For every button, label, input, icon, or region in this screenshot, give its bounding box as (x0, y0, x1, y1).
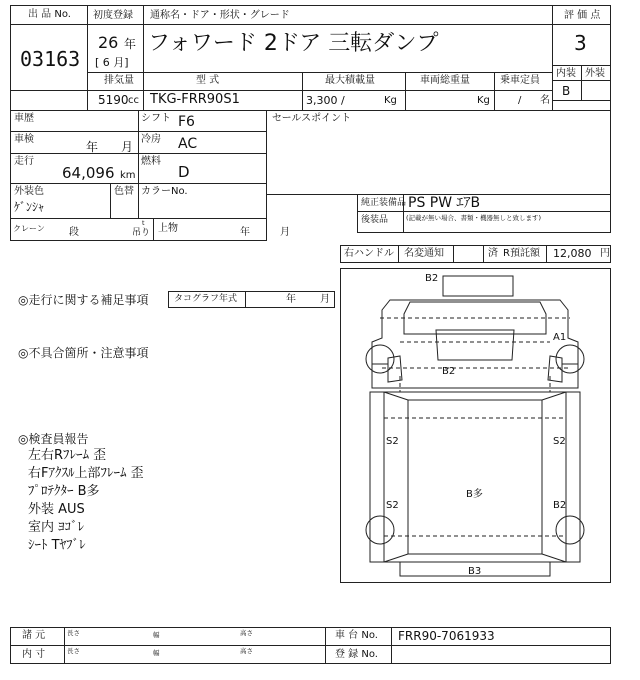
chassis-no: FRR90-7061933 (398, 629, 495, 643)
interior-dims-label: 内 寸 (22, 649, 46, 660)
km-unit: km (120, 170, 136, 181)
score-label: 評 価 点 (564, 10, 601, 21)
inspection-year-unit: 年 (86, 140, 99, 154)
first-reg-year: 26 (98, 33, 119, 52)
damage-mark: S2 (386, 500, 399, 511)
inspector-line: 外装 AUS (28, 502, 85, 517)
front-bumper-outline (443, 276, 513, 296)
damage-mark: B2 (442, 366, 456, 377)
crane-ton-top: t (142, 219, 145, 227)
fuel-value: D (178, 163, 190, 181)
first-reg-year-unit: 年 (124, 37, 137, 51)
gross-weight-label: 車両総重量 (420, 75, 470, 86)
model-label: 通称名・ドア・形状・グレード (150, 10, 290, 21)
max-load-label: 最大積載量 (325, 75, 375, 86)
front-right-wheel (556, 345, 584, 373)
yen-unit: 円 (600, 248, 610, 259)
gate-month-unit: 月 (280, 227, 290, 238)
inspection-month-unit: 月 (121, 140, 134, 154)
interior-grade: B (562, 84, 571, 98)
ac-label: 冷房 (141, 134, 161, 145)
exterior-label: 外装 (585, 68, 605, 79)
mileage-value: 64,096 (62, 164, 115, 182)
max-load-unit: Kg (384, 95, 397, 106)
damage-mark: B2 (425, 273, 439, 284)
model-code: TKG-FRR90S1 (150, 92, 240, 107)
mileage-label: 走行 (14, 156, 34, 167)
damage-mark: S2 (386, 436, 399, 447)
ac-value: AC (178, 136, 198, 152)
cargo-floor-outline (408, 400, 542, 554)
gate-year-unit: 年 (240, 227, 250, 238)
damage-mark: B多 (466, 489, 483, 500)
length-label: 長さ (67, 629, 80, 637)
driving-notes-label: ◎走行に関する補足事項 (18, 293, 149, 307)
ext-color-value: ｹﾞﾝｼｬ (14, 200, 45, 214)
tachograph-year-unit: 年 (286, 294, 296, 305)
gross-weight-unit: Kg (477, 95, 490, 106)
gate-label: 上物 (158, 223, 178, 234)
inspector-line: 右Fｱｸｽﾙ上部ﾌﾚｰﾑ 歪 (28, 466, 144, 481)
damage-mark: B3 (468, 566, 482, 577)
interior-width-label: 幅 (153, 649, 160, 657)
crane-ton-unit: 吊り (132, 228, 151, 238)
cab-outline (372, 300, 578, 388)
truck-damage-diagram (340, 268, 611, 583)
model-name: フォワード 2ドア 三転ダンプ (148, 31, 439, 56)
inspector-line: ﾌﾟﾛﾃｸﾀｰ B多 (28, 484, 100, 499)
capacity-label: 乗車定員 (500, 75, 540, 86)
standard-equip-label: 純正装備品 (361, 198, 407, 208)
displacement-label: 排気量 (104, 75, 134, 86)
reg-label: 登 録 No. (335, 649, 378, 660)
defects-label: ◎不具合箇所・注意事項 (18, 346, 149, 360)
aftermarket-label: 後装品 (361, 215, 389, 225)
dims-label: 諸 元 (22, 630, 46, 641)
standard-equip-value: PS PW ｴｱB (408, 195, 481, 211)
first-reg-month: [ 6 月] (95, 56, 129, 69)
recycle-label: R預託額 (503, 248, 540, 259)
width-label: 幅 (153, 631, 160, 639)
color-code-label: カラーNo. (141, 186, 188, 197)
shift-label: シフト (141, 113, 171, 124)
inspector-report (28, 447, 144, 555)
capacity-value: / (518, 95, 522, 106)
displacement: 5190 (98, 93, 129, 107)
interior-length-label: 長さ (67, 647, 80, 655)
shift-value: F6 (178, 114, 195, 130)
fuel-label: 燃料 (141, 156, 161, 167)
damage-mark: B2 (553, 500, 567, 511)
lot-no: 03163 (20, 47, 81, 71)
tachograph-month-unit: 月 (320, 294, 330, 305)
model-code-label: 型 式 (196, 75, 220, 86)
aftermarket-note: (記載が無い場合、書類・機器無しと致します) (406, 214, 542, 222)
interior-height-label: 高さ (240, 647, 253, 655)
crane-stage-unit: 段 (69, 227, 79, 238)
inspector-line: ｼｰﾄ Tﾔﾌﾞﾚ (28, 538, 86, 553)
tachograph-label: タコグラフ年式 (174, 294, 238, 304)
chassis-label: 車 台 No. (335, 630, 378, 641)
recycle-check: 済 (488, 248, 498, 259)
interior-label: 内装 (556, 68, 576, 79)
damage-mark: S2 (553, 436, 566, 447)
inspector-line: 室内 ﾖｺﾞﾚ (28, 520, 85, 535)
inspector-line: 左右Rﾌﾚｰﾑ 歪 (28, 448, 107, 463)
crane-label: クレーン (13, 224, 45, 233)
color-no-label: 色替 (114, 186, 134, 197)
sales-points-label: セールスポイント (272, 113, 352, 124)
max-load: 3,300 / (306, 94, 345, 107)
history-label: 車歴 (14, 113, 34, 124)
name-change-label: 名変通知 (404, 248, 444, 259)
score-value: 3 (574, 31, 587, 55)
damage-mark: A1 (553, 332, 567, 343)
right-hand-label: 右ハンドル (344, 248, 394, 259)
front-left-wheel (366, 345, 394, 373)
lot-no-label: 出 品 No. (28, 9, 71, 20)
first-reg-label: 初度登録 (93, 10, 133, 21)
recycle-amount: 12,080 (553, 247, 592, 260)
cc-unit: cc (128, 95, 139, 106)
capacity-unit: 名 (540, 95, 550, 106)
height-label: 高さ (240, 629, 253, 637)
inspector-label: ◎検査員報告 (18, 432, 89, 446)
inspection-label: 車検 (14, 134, 34, 145)
ext-color-label: 外装色 (14, 186, 44, 197)
